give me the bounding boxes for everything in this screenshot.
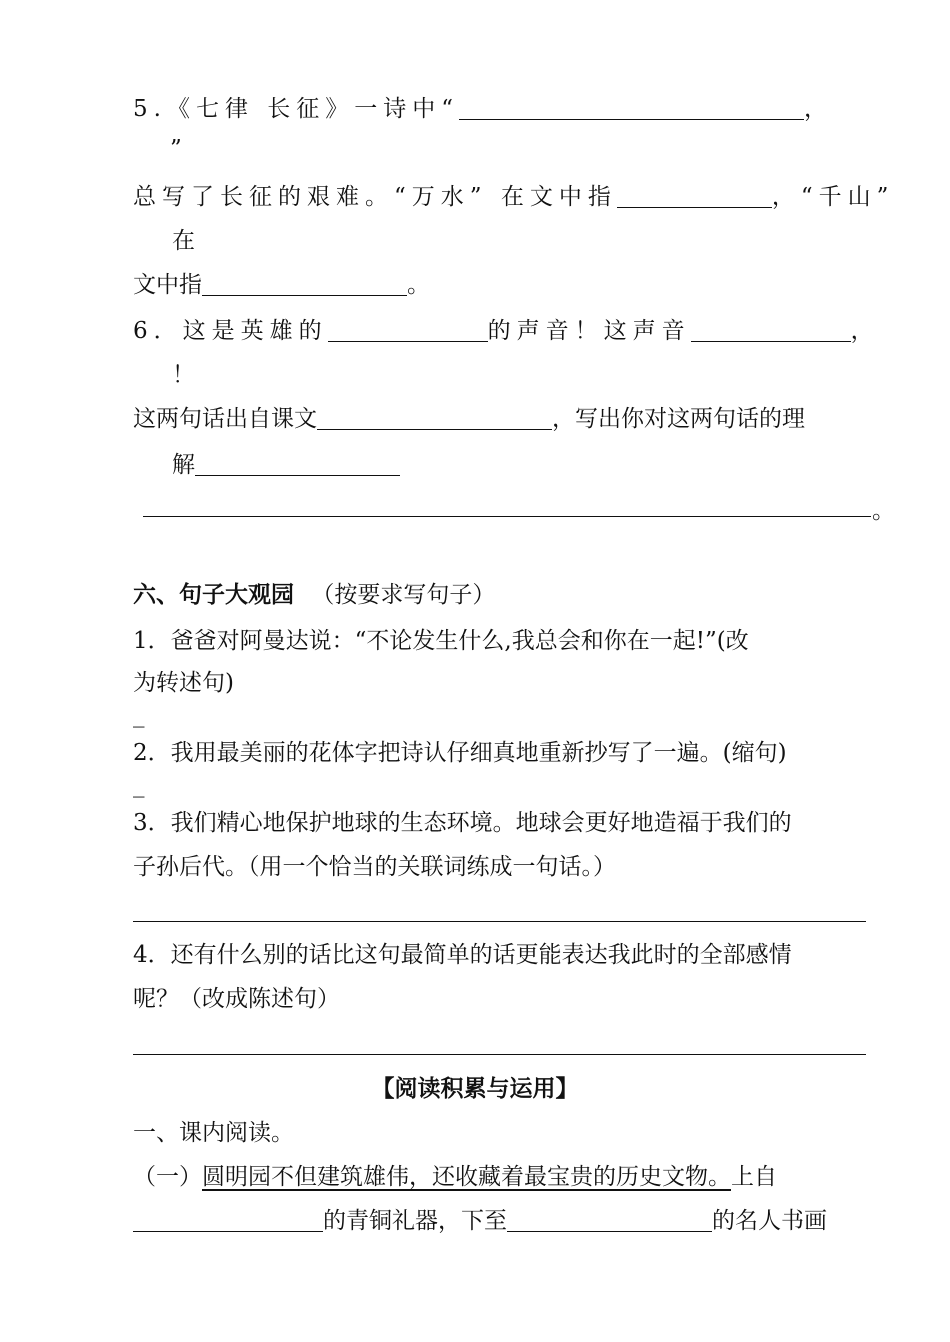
q6-blank-3[interactable] — [317, 405, 552, 430]
para-text-rest: 上自 — [731, 1164, 777, 1190]
reading-text-2b: 的名人书画 — [712, 1208, 827, 1234]
s6-q1-line2: 为转述句) — [133, 670, 234, 696]
q6-text-5: 这两句话出自课文 — [133, 406, 317, 432]
s6-q4-line1: 4．还有什么别的话比这句最简单的话更能表达我此时的全部感情 — [133, 942, 792, 968]
reading-blank-1[interactable] — [133, 1207, 323, 1232]
q5-blank-2[interactable] — [617, 183, 772, 208]
q6-exclaim: ！ — [172, 362, 195, 388]
q5-text-1: 5.《七律 长征》一诗中“ — [133, 96, 460, 122]
q5-text-8: 。 — [407, 272, 430, 298]
q6-text-2: 的声音！这声音 — [487, 318, 691, 344]
q5-text-2: ， — [804, 96, 834, 122]
q5-line5 — [133, 270, 430, 300]
q6-line3 — [133, 404, 805, 434]
reading-para-line2 — [133, 1206, 827, 1236]
reading-text-2a: 的青铜礼器，下至 — [323, 1208, 507, 1234]
q6-text-6: ，写出你对这两句话的理 — [552, 406, 805, 432]
section6-heading: 六、句子大观园 — [133, 581, 294, 608]
q6-blank-1[interactable] — [328, 317, 488, 342]
reading-part1-heading: 一、课内阅读。 — [133, 1120, 294, 1146]
q5-text-4: 总写了长征的艰难。“万水” 在文中指 — [133, 184, 617, 210]
section6-header — [133, 580, 495, 610]
q6-period: 。 — [872, 498, 895, 524]
reading-blank-2[interactable] — [507, 1207, 712, 1232]
q5-blank-3[interactable] — [202, 271, 407, 296]
q5-line1 — [133, 94, 833, 124]
section6-note: （按要求写句子） — [311, 582, 496, 608]
q5-text-6: 在 — [172, 228, 195, 254]
q5-close-quote: ” — [170, 136, 182, 162]
s6-q3-line2: 子孙后代。（用一个恰当的关联词练成一句话。） — [133, 854, 616, 880]
para-underlined-text: 圆明园不但建筑雄伟，还收藏着最宝贵的历史文物。 — [202, 1164, 731, 1190]
q5-line3 — [133, 182, 894, 212]
s6-q2-answer-stub[interactable]: _ — [133, 772, 145, 798]
q6-text-1: 6．这是英雄的 — [133, 318, 328, 344]
q6-text-3: ， — [850, 318, 880, 344]
q5-text-5: ，“千山” — [771, 184, 895, 210]
q6-line4 — [172, 450, 400, 480]
q5-blank-1[interactable] — [459, 95, 804, 120]
para-number: （一） — [133, 1164, 202, 1190]
s6-q3-answer-line[interactable] — [133, 921, 866, 922]
q5-text-7: 文中指 — [133, 272, 202, 298]
s6-q1-line1: 1．爸爸对阿曼达说：“不论发生什么,我总会和你在一起!”(改 — [133, 628, 749, 654]
q6-blank-4[interactable] — [195, 451, 400, 476]
reading-para-line1 — [133, 1162, 777, 1192]
q6-blank-2[interactable] — [691, 317, 851, 342]
s6-q3-line1: 3．我们精心地保护地球的生态环境。地球会更好地造福于我们的 — [133, 810, 792, 836]
s6-q1-answer-stub[interactable]: _ — [133, 702, 145, 728]
s6-q4-line2: 呢？（改成陈述句） — [133, 986, 340, 1012]
s6-q2: 2．我用最美丽的花体字把诗认仔细真地重新抄写了一遍。(缩句) — [133, 740, 787, 766]
q6-answer-line[interactable] — [143, 516, 871, 517]
reading-title: 【阅读积累与运用】 — [371, 1075, 579, 1102]
q6-text-7: 解 — [172, 452, 195, 478]
s6-q4-answer-line[interactable] — [133, 1054, 866, 1055]
q6-line1 — [133, 316, 880, 346]
